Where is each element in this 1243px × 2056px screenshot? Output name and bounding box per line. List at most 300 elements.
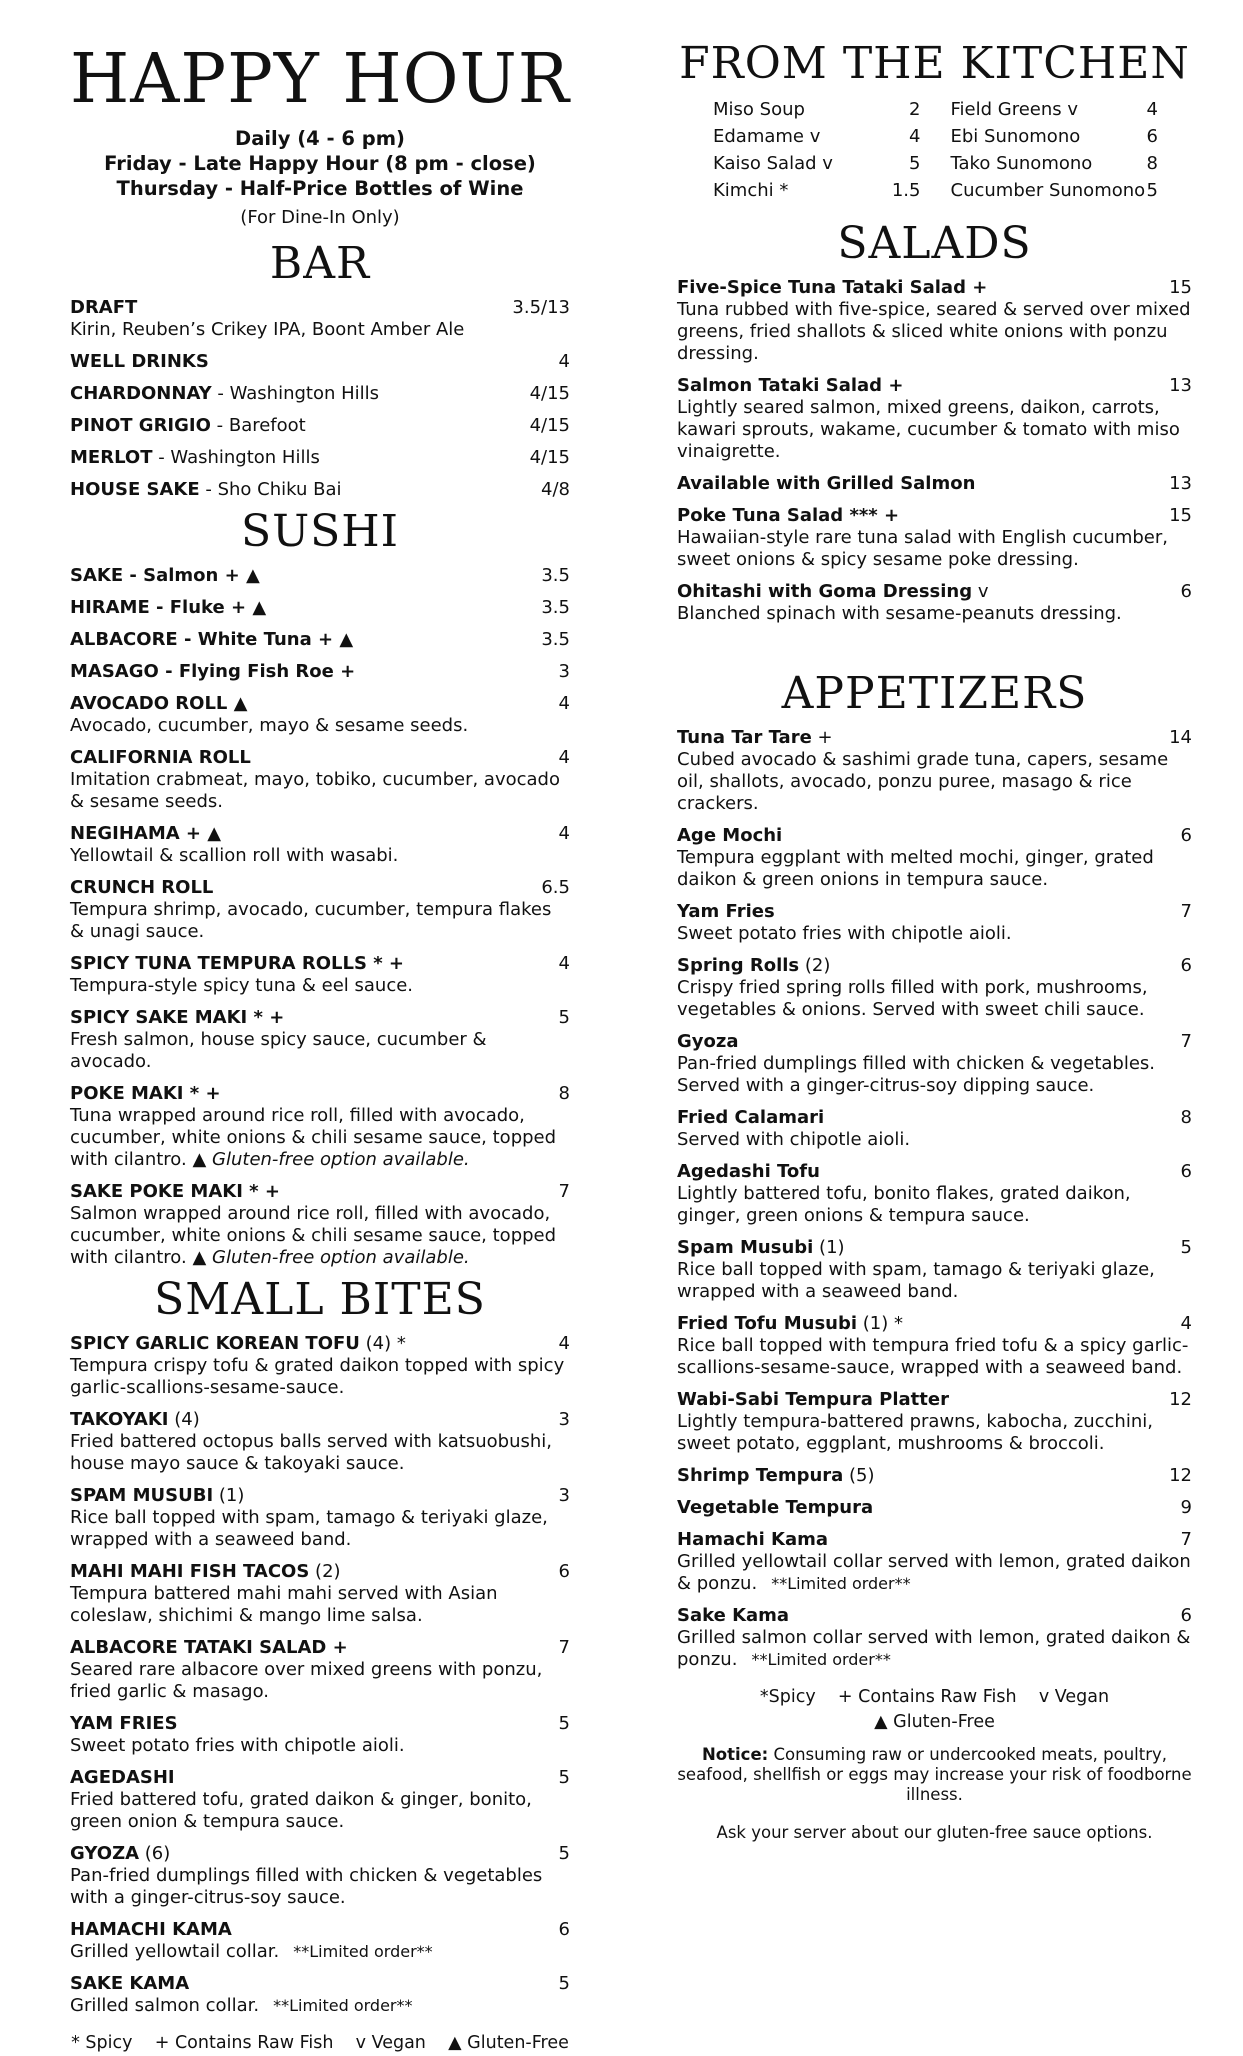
item-price: 4	[1180, 1313, 1192, 1334]
bar-section	[70, 296, 570, 501]
item-name-text: Fried Tofu Musubi	[677, 1313, 858, 1334]
item-name-text: NEGIHAMA + ▲	[70, 823, 222, 844]
menu-item	[677, 1528, 1192, 1595]
item-name-text: PINOT GRIGIO	[70, 415, 211, 436]
item-name-text: HIRAME - Fluke + ▲	[70, 597, 267, 618]
menu-item	[70, 1332, 570, 1399]
item-name: Kaiso Salad v	[713, 153, 833, 174]
item-price: 6	[1180, 955, 1192, 976]
item-description-text: Fresh salmon, house spicy sauce, cucumber & avocado.	[70, 1029, 487, 1072]
right-column	[677, 0, 1192, 1843]
item-name-text: SPAM MUSUBI	[70, 1485, 214, 1506]
item-header	[70, 1408, 570, 1431]
item-description-text: Lightly battered tofu, bonito flakes, grated daikon, ginger, green onions & tempura sauce.	[677, 1183, 1131, 1226]
menu-item	[677, 824, 1192, 891]
item-price: 6	[1180, 825, 1192, 846]
kitchen-item	[713, 123, 921, 150]
item-name: Kimchi *	[713, 180, 789, 201]
menu-item	[70, 350, 570, 373]
item-name-text: Tuna Tar Tare	[677, 727, 812, 748]
item-description	[677, 977, 1192, 1021]
item-description-text: Tempura battered mahi mahi served with Asian coleslaw, shichimi & mango lime salsa.	[70, 1583, 498, 1626]
menu-item	[70, 876, 570, 943]
limited-order-note: **Limited order**	[273, 1996, 413, 2015]
item-description-text: Tempura shrimp, avocado, cucumber, tempura flakes & unagi sauce.	[70, 899, 552, 942]
item-description	[677, 527, 1192, 571]
item-name-detail: - Barefoot	[210, 415, 306, 436]
kitchen-title: FROM THE KITCHEN	[679, 38, 1190, 89]
kitchen-item	[713, 177, 921, 204]
item-header	[70, 382, 570, 405]
item-name: Tako Sunomono	[950, 153, 1093, 174]
item-header	[677, 1464, 1192, 1487]
item-header	[70, 414, 570, 437]
item-price: 7	[558, 1181, 570, 1202]
item-price: 3.5	[541, 629, 570, 650]
item-name-detail: (6)	[139, 1843, 171, 1864]
item-price: 3	[558, 1409, 570, 1430]
item-name-text: HOUSE SAKE	[70, 479, 200, 500]
item-price: 1.5	[891, 180, 921, 201]
item-name	[677, 726, 833, 749]
item-name-text: Agedashi Tofu	[677, 1161, 820, 1182]
item-description-text: Sweet potato fries with chipotle aioli.	[677, 923, 1012, 944]
item-header	[70, 1082, 570, 1105]
item-price: 4	[558, 351, 570, 372]
item-header	[70, 952, 570, 975]
item-description	[70, 1865, 570, 1909]
item-name-text: Poke Tuna Salad *** +	[677, 505, 900, 526]
item-name	[677, 1160, 820, 1183]
item-description	[70, 319, 570, 341]
item-header	[70, 660, 570, 683]
item-description	[677, 1129, 1192, 1151]
item-description-text: Fried battered tofu, grated daikon & ginger, bonito, green onion & tempura sauce.	[70, 1789, 532, 1832]
item-name: Cucumber Sunomono	[950, 180, 1146, 201]
item-description-text: Tempura eggplant with melted mochi, ginger, grated daikon & green onions in tempura sauce.	[677, 847, 1154, 890]
menu-item	[677, 1604, 1192, 1671]
item-description-text: Hawaiian-style rare tuna salad with English cucumber, sweet onions & spicy sesame poke dressing.	[677, 527, 1168, 570]
item-name	[677, 1106, 824, 1129]
menu-item	[677, 1106, 1192, 1151]
item-description	[677, 1411, 1192, 1455]
item-description-text: Salmon wrapped around rice roll, filled with avocado, cucumber, white onions & chili sesame sauce, topped with cilantro.	[70, 1203, 557, 1268]
item-description	[70, 1507, 570, 1551]
item-price: 4	[558, 953, 570, 974]
item-name	[70, 692, 248, 715]
menu-item	[677, 374, 1192, 463]
item-header	[677, 374, 1192, 397]
health-notice	[677, 1745, 1192, 1805]
menu-item	[677, 726, 1192, 815]
menu-item	[677, 1496, 1192, 1519]
item-name	[70, 350, 209, 373]
item-price: 5	[1180, 1237, 1192, 1258]
item-description-text: Grilled yellowtail collar.	[70, 1941, 280, 1962]
menu-item	[70, 1766, 570, 1833]
item-price: 4	[1146, 99, 1158, 120]
kitchen-item	[951, 177, 1159, 204]
item-name-text: Fried Calamari	[677, 1107, 825, 1128]
item-name-detail: (2)	[799, 955, 831, 976]
item-name-text: Yam Fries	[677, 901, 775, 922]
small-bites-section	[70, 1332, 570, 2017]
item-header	[70, 1972, 570, 1995]
item-price: 13	[1169, 473, 1192, 494]
item-name-text: DRAFT	[70, 297, 138, 318]
item-name: Field Greens v	[950, 99, 1079, 120]
menu-item	[677, 276, 1192, 365]
item-name	[70, 1842, 170, 1865]
happy-hour-daily: Daily (4 - 6 pm)	[235, 127, 405, 150]
menu-item	[70, 660, 570, 683]
menu-item	[70, 564, 570, 587]
item-name	[70, 478, 342, 501]
item-price: 8	[558, 1083, 570, 1104]
item-name	[70, 952, 404, 975]
item-name	[70, 414, 306, 437]
menu-item	[70, 1636, 570, 1703]
item-name	[677, 1388, 949, 1411]
item-name-text: MAHI MAHI FISH TACOS	[70, 1561, 310, 1582]
item-description-text: Lightly seared salmon, mixed greens, daikon, carrots, kawari sprouts, wakame, cucumber & tomato with miso vinaigrette.	[677, 397, 1180, 462]
item-price: 12	[1169, 1465, 1192, 1486]
left-legend: * Spicy + Contains Raw Fish v Vegan ▲ Gluten-Free	[71, 2033, 569, 2053]
item-description	[677, 1335, 1192, 1379]
item-description	[677, 1259, 1192, 1303]
item-header	[70, 564, 570, 587]
appetizers-section	[677, 726, 1192, 1671]
item-header	[677, 276, 1192, 299]
item-description	[677, 749, 1192, 815]
menu-item	[70, 414, 570, 437]
item-description-text: Grilled salmon collar.	[70, 1995, 260, 2016]
item-description-text: Tuna rubbed with five-spice, seared & served over mixed greens, fried shallots & sliced white onions with ponzu dressing.	[677, 299, 1191, 364]
item-header	[70, 1766, 570, 1789]
item-name	[70, 1180, 280, 1203]
salads-section	[677, 276, 1192, 625]
item-header	[70, 446, 570, 469]
item-name-text: SAKE KAMA	[70, 1973, 190, 1994]
menu-item	[677, 1236, 1192, 1303]
item-name-text: CALIFORNIA ROLL	[70, 747, 251, 768]
item-header	[70, 296, 570, 319]
item-description-text: Imitation crabmeat, mayo, tobiko, cucumber, avocado & sesame seeds.	[70, 769, 560, 812]
item-description	[677, 1183, 1192, 1227]
item-description	[70, 1355, 570, 1399]
item-name	[70, 1636, 348, 1659]
menu-item	[70, 1408, 570, 1475]
item-header	[70, 876, 570, 899]
menu-item	[677, 580, 1192, 625]
item-header	[70, 1560, 570, 1583]
item-price: 4	[558, 823, 570, 844]
item-description	[70, 899, 570, 943]
item-description-text: Grilled yellowtail collar served with lemon, grated daikon & ponzu.	[677, 1551, 1191, 1594]
dine-in-note: (For Dine-In Only)	[240, 207, 400, 228]
item-name-text: SAKE POKE MAKI * +	[70, 1181, 280, 1202]
item-description	[677, 1551, 1192, 1595]
item-price: 7	[1180, 1529, 1192, 1550]
menu-item	[677, 1160, 1192, 1227]
item-header	[70, 822, 570, 845]
menu-item	[677, 900, 1192, 945]
item-price: 6	[1146, 126, 1158, 147]
item-name-text: Ohitashi with Goma Dressing	[677, 581, 973, 602]
item-price: 4	[558, 1333, 570, 1354]
item-price: 7	[1180, 1031, 1192, 1052]
item-price: 5	[558, 1973, 570, 1994]
kitchen-item	[951, 123, 1159, 150]
item-price: 13	[1169, 375, 1192, 396]
item-name: Edamame v	[713, 126, 821, 147]
item-price: 7	[1180, 901, 1192, 922]
item-name	[70, 564, 260, 587]
item-price: 3.5	[541, 597, 570, 618]
item-name-text: Spam Musubi	[677, 1237, 814, 1258]
item-name-text: ALBACORE TATAKI SALAD +	[70, 1637, 348, 1658]
item-name-text: SPICY GARLIC KOREAN TOFU	[70, 1333, 360, 1354]
item-description-text: Pan-fried dumplings filled with chicken & vegetables with a ginger-citrus-soy sauce.	[70, 1865, 543, 1908]
item-name-text: Salmon Tataki Salad +	[677, 375, 904, 396]
item-description	[677, 397, 1192, 463]
item-price: 14	[1169, 727, 1192, 748]
item-name-detail: - Washington Hills	[211, 383, 380, 404]
item-name-detail: (5)	[843, 1465, 875, 1486]
notice-label: Notice:	[701, 1745, 769, 1764]
item-name	[70, 1332, 406, 1355]
menu-item	[70, 446, 570, 469]
item-name-text: Sake Kama	[677, 1605, 790, 1626]
item-price: 4/8	[541, 479, 570, 500]
item-name-detail: (4)	[168, 1409, 200, 1430]
item-name: Ebi Sunomono	[950, 126, 1081, 147]
menu-item	[70, 1082, 570, 1171]
item-price: 5	[1146, 180, 1158, 201]
item-name	[70, 382, 379, 405]
item-name-detail: - Sho Chiku Bai	[199, 479, 342, 500]
item-header	[70, 1484, 570, 1507]
item-name	[70, 660, 355, 683]
menu-item	[70, 1972, 570, 2017]
menu-item	[70, 478, 570, 501]
item-price: 15	[1169, 505, 1192, 526]
item-price: 6	[1180, 581, 1192, 602]
item-header	[677, 1496, 1192, 1519]
item-name-text: Age Mochi	[677, 825, 783, 846]
item-description	[677, 603, 1192, 625]
item-name	[677, 1496, 873, 1519]
item-name	[70, 1082, 221, 1105]
item-description	[677, 923, 1192, 945]
sushi-title: SUSHI	[240, 506, 400, 557]
item-name	[677, 580, 989, 603]
item-name-text: Available with Grilled Salmon	[677, 473, 976, 494]
legend-line-2: ▲ Gluten-Free	[874, 1712, 995, 1732]
item-name	[677, 824, 782, 847]
item-description	[70, 1789, 570, 1833]
item-header	[677, 900, 1192, 923]
happy-hour-friday: Friday - Late Happy Hour (8 pm - close)	[104, 152, 536, 175]
menu-item	[70, 628, 570, 651]
item-description	[70, 715, 570, 737]
item-name-detail: (1)	[813, 1237, 845, 1258]
gluten-free-note: Ask your server about our gluten-free sauce options.	[716, 1823, 1153, 1842]
menu-item	[677, 1464, 1192, 1487]
legend-line-1: *Spicy + Contains Raw Fish v Vegan	[759, 1687, 1110, 1707]
menu-item	[70, 952, 570, 997]
item-description-text: Pan-fried dumplings filled with chicken & vegetables. Served with a ginger-citrus-soy dipping sauce.	[677, 1053, 1156, 1096]
menu-item	[677, 1388, 1192, 1455]
item-name-text: TAKOYAKI	[70, 1409, 169, 1430]
item-name	[70, 876, 213, 899]
item-price: 2	[909, 99, 921, 120]
item-price: 4	[558, 693, 570, 714]
item-header	[70, 1918, 570, 1941]
item-name-text: Shrimp Tempura	[677, 1465, 844, 1486]
menu-item	[70, 1484, 570, 1551]
item-description	[70, 1735, 570, 1757]
item-name	[70, 1408, 200, 1431]
kitchen-item	[713, 150, 921, 177]
item-name-detail: (2)	[309, 1561, 341, 1582]
item-name-text: AGEDASHI	[70, 1767, 175, 1788]
menu-item	[70, 296, 570, 341]
item-description-text: Kirin, Reuben’s Crikey IPA, Boont Amber Ale	[70, 319, 465, 340]
item-name-text: AVOCADO ROLL ▲	[70, 693, 248, 714]
item-name	[70, 1006, 284, 1029]
item-price: 4/15	[529, 383, 570, 404]
item-description	[677, 1627, 1192, 1671]
item-description-text: Tempura-style spicy tuna & eel sauce.	[70, 975, 414, 996]
item-name-text: Gyoza	[677, 1031, 739, 1052]
item-price: 6	[558, 1561, 570, 1582]
right-legend	[677, 1685, 1192, 1735]
item-price: 5	[558, 1713, 570, 1734]
item-description-text: Seared rare albacore over mixed greens with ponzu, fried garlic & masago.	[70, 1659, 543, 1702]
item-description-text: Rice ball topped with spam, tamago & teriyaki glaze, wrapped with a seaweed band.	[677, 1259, 1155, 1302]
item-header	[70, 692, 570, 715]
item-description-text: Grilled salmon collar served with lemon, grated daikon & ponzu.	[677, 1627, 1191, 1670]
item-header	[677, 1030, 1192, 1053]
menu-item	[677, 504, 1192, 571]
item-description-text: Sweet potato fries with chipotle aioli.	[70, 1735, 405, 1756]
item-name-text: POKE MAKI * +	[70, 1083, 221, 1104]
item-name-text: Five-Spice Tuna Tataki Salad +	[677, 277, 988, 298]
item-price: 6	[1180, 1605, 1192, 1626]
item-header	[677, 824, 1192, 847]
item-name-detail: +	[811, 727, 833, 748]
item-name-text: Spring Rolls	[677, 955, 800, 976]
item-name	[70, 822, 221, 845]
item-name-detail: - Washington Hills	[152, 447, 320, 468]
item-name-text: CRUNCH ROLL	[70, 877, 214, 898]
item-name-text: MASAGO - Flying Fish Roe +	[70, 661, 356, 682]
item-description	[70, 975, 570, 997]
item-header	[70, 350, 570, 373]
item-name	[70, 628, 353, 651]
item-name	[677, 1236, 845, 1259]
kitchen-grid	[713, 96, 1158, 204]
item-name-text: WELL DRINKS	[70, 351, 209, 372]
item-description-text: Crispy fried spring rolls filled with pork, mushrooms, vegetables & onions. Served with sweet chili sauce.	[677, 977, 1148, 1020]
item-header	[677, 504, 1192, 527]
item-description-text: Lightly tempura-battered prawns, kabocha, zucchini, sweet potato, eggplant, mushrooms & broccoli.	[677, 1411, 1153, 1454]
menu-item	[677, 954, 1192, 1021]
item-name	[677, 504, 899, 527]
menu-item	[70, 1918, 570, 1963]
item-name	[70, 296, 137, 319]
item-name	[677, 472, 975, 495]
item-name	[677, 1030, 739, 1053]
item-description-text: Yellowtail & scallion roll with wasabi.	[70, 845, 399, 866]
item-name-detail: (4) *	[359, 1333, 406, 1354]
item-price: 5	[909, 153, 921, 174]
sushi-section	[70, 564, 570, 1269]
menu-item	[70, 596, 570, 619]
item-price: 7	[558, 1637, 570, 1658]
item-price: 3.5/13	[512, 297, 570, 318]
item-name	[70, 1972, 189, 1995]
item-header	[677, 726, 1192, 749]
item-name-text: GYOZA	[70, 1843, 140, 1864]
item-price: 6.5	[541, 877, 570, 898]
kitchen-item	[951, 96, 1159, 123]
item-price: 8	[1180, 1107, 1192, 1128]
item-header	[677, 1160, 1192, 1183]
item-description-text: Rice ball topped with tempura fried tofu & a spicy garlic-scallions-sesame-sauce, wrapped with a seaweed band.	[677, 1335, 1189, 1378]
item-name	[677, 1604, 789, 1627]
item-name	[677, 954, 830, 977]
item-price: 9	[1180, 1497, 1192, 1518]
limited-order-note: **Limited order**	[771, 1574, 911, 1593]
limited-order-note: **Limited order**	[751, 1650, 891, 1669]
item-description	[70, 1941, 570, 1963]
item-header	[677, 1312, 1192, 1335]
item-header	[677, 1528, 1192, 1551]
item-description	[677, 1053, 1192, 1097]
item-name	[677, 1528, 828, 1551]
gluten-free-note: ▲ Gluten-free option available.	[192, 1149, 470, 1170]
menu-item	[70, 1560, 570, 1627]
item-header	[677, 1106, 1192, 1129]
item-description	[70, 1203, 570, 1269]
item-price: 12	[1169, 1389, 1192, 1410]
notice-text: Consuming raw or undercooked meats, poultry, seafood, shellfish or eggs may increase your risk of foodborne illness.	[677, 1745, 1192, 1804]
item-name-text: Vegetable Tempura	[677, 1497, 874, 1518]
item-price: 4/15	[529, 447, 570, 468]
salads-title: SALADS	[837, 218, 1032, 269]
item-header	[70, 1712, 570, 1735]
item-header	[677, 1388, 1192, 1411]
menu-item	[70, 746, 570, 813]
menu-item	[677, 1312, 1192, 1379]
item-description-text: Cubed avocado & sashimi grade tuna, capers, sesame oil, shallots, avocado, ponzu puree, masago & rice crackers.	[677, 749, 1169, 814]
item-name-detail: (1)	[213, 1485, 245, 1506]
menu-item	[70, 822, 570, 867]
item-name	[677, 1312, 903, 1335]
item-price: 4	[909, 126, 921, 147]
item-name	[677, 374, 903, 397]
item-price: 4/15	[529, 415, 570, 436]
happy-hour-title: HAPPY HOUR	[70, 40, 570, 119]
item-description-text: Rice ball topped with spam, tamago & teriyaki glaze, wrapped with a seaweed band.	[70, 1507, 548, 1550]
item-price: 5	[558, 1767, 570, 1788]
item-name-text: ALBACORE - White Tuna + ▲	[70, 629, 354, 650]
item-name-text: YAM FRIES	[70, 1713, 178, 1734]
item-name-text: Wabi-Sabi Tempura Platter	[677, 1389, 949, 1410]
item-name	[70, 1484, 244, 1507]
